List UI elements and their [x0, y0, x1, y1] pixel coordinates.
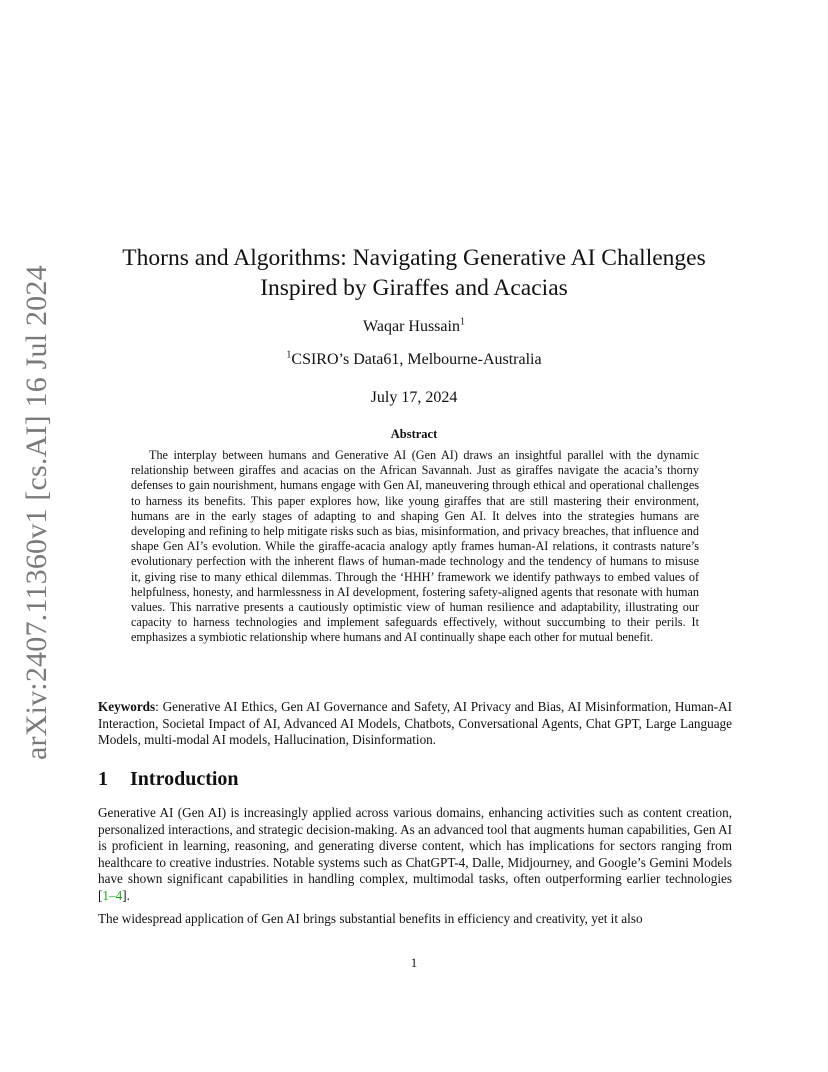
author-affiliation-marker: 1 [459, 316, 465, 328]
affiliation-text: CSIRO’s Data61, Melbourne-Australia [291, 351, 542, 368]
section-title: Introduction [130, 768, 239, 790]
keywords [98, 699, 732, 749]
affiliation-marker: 1 [286, 349, 292, 361]
author-name: Waqar Hussain [363, 318, 460, 335]
paper-title [0, 243, 828, 303]
title-line-2: Inspired by Giraffes and Acacias [260, 275, 568, 301]
intro-paragraph-1 [98, 805, 732, 904]
title-line-1: Thorns and Algorithms: Navigating Generative AI Challenges [122, 245, 706, 271]
keywords-label: Keywords [98, 699, 156, 714]
affiliation [0, 351, 828, 369]
abstract-heading: Abstract [390, 427, 438, 441]
abstract-text: The interplay between humans and Generative AI (Gen AI) draws an insightful parallel with the dynamic relationship between giraffes and acacias on the African Savannah. Just as giraffes navigate the acacia’s thorny defenses to gain nourishment, humans engage with Gen AI, maneuvering through ethical and operational challenges to harness its benefits. This paper explores how, like young giraffes that are still mastering their environment, humans are in the early stages of adapting to and shaping Gen AI. It delves into the strategies humans are developing and refining to help mitigate risks such as bias, misinformation, and privacy breaches, that influence and shape Gen AI’s evolution. While the giraffe-acacia analogy aptly frames human-AI relations, it contrasts nature’s evolutionary perfection with the inherent flaws of human-made technology and the tendency of humans to misuse it, giving rise to many ethical dilemmas. Through the ‘HHH’ framework we identify pathways to embed values of helpfulness, honesty, and harmlessness in AI development, fostering safety-aligned agents that resonate with human values. This narrative presents a cautiously optimistic view of human resilience and adaptability, illustrating our capacity to harness technologies and implement safeguards effectively, without succumbing to their perils. It emphasizes a symbiotic relationship where humans and AI continually shape each other for mutual benefit. [131, 448, 699, 645]
citation-link[interactable]: 1–4 [102, 887, 123, 903]
intro-paragraph-2: The widespread application of Gen AI brings substantial benefits in efficiency and creativity, yet it also [98, 911, 643, 926]
intro-paragraph-1-end: ]. [122, 887, 130, 903]
section-number: 1 [98, 768, 108, 790]
arxiv-identifier-stamp: arXiv:2407.11360v1 [cs.AI] 16 Jul 2024 [20, 265, 53, 760]
paper-date: July 17, 2024 [370, 389, 458, 406]
section-heading-introduction [98, 768, 239, 791]
intro-paragraph-1-text: Generative AI (Gen AI) is increasingly applied across various domains, enhancing activities such as content creation, personalized interactions, and strategic decision-making. As an advanced tool that augments human capabilities, Gen AI is proficient in learning, reasoning, and generating diverse content, which has implications for sectors ranging from healthcare to creative industries. Notable systems such as ChatGPT-4, Dalle, Midjourney, and Google’s Gemini Models have shown significant capabilities in handling complex, multimodal tasks, often outperforming earlier technologies [ [98, 805, 732, 903]
page-number: 1 [410, 955, 418, 970]
keywords-text: : Generative AI Ethics, Gen AI Governance and Safety, AI Privacy and Bias, AI Misinformation, Human-AI Interaction, Societal Impact of AI, Advanced AI Models, Chatbots, Conversational Agents, Chat GPT, Large Language Models, multi-modal AI models, Hallucination, Disinformation. [98, 699, 732, 747]
author [0, 318, 828, 336]
